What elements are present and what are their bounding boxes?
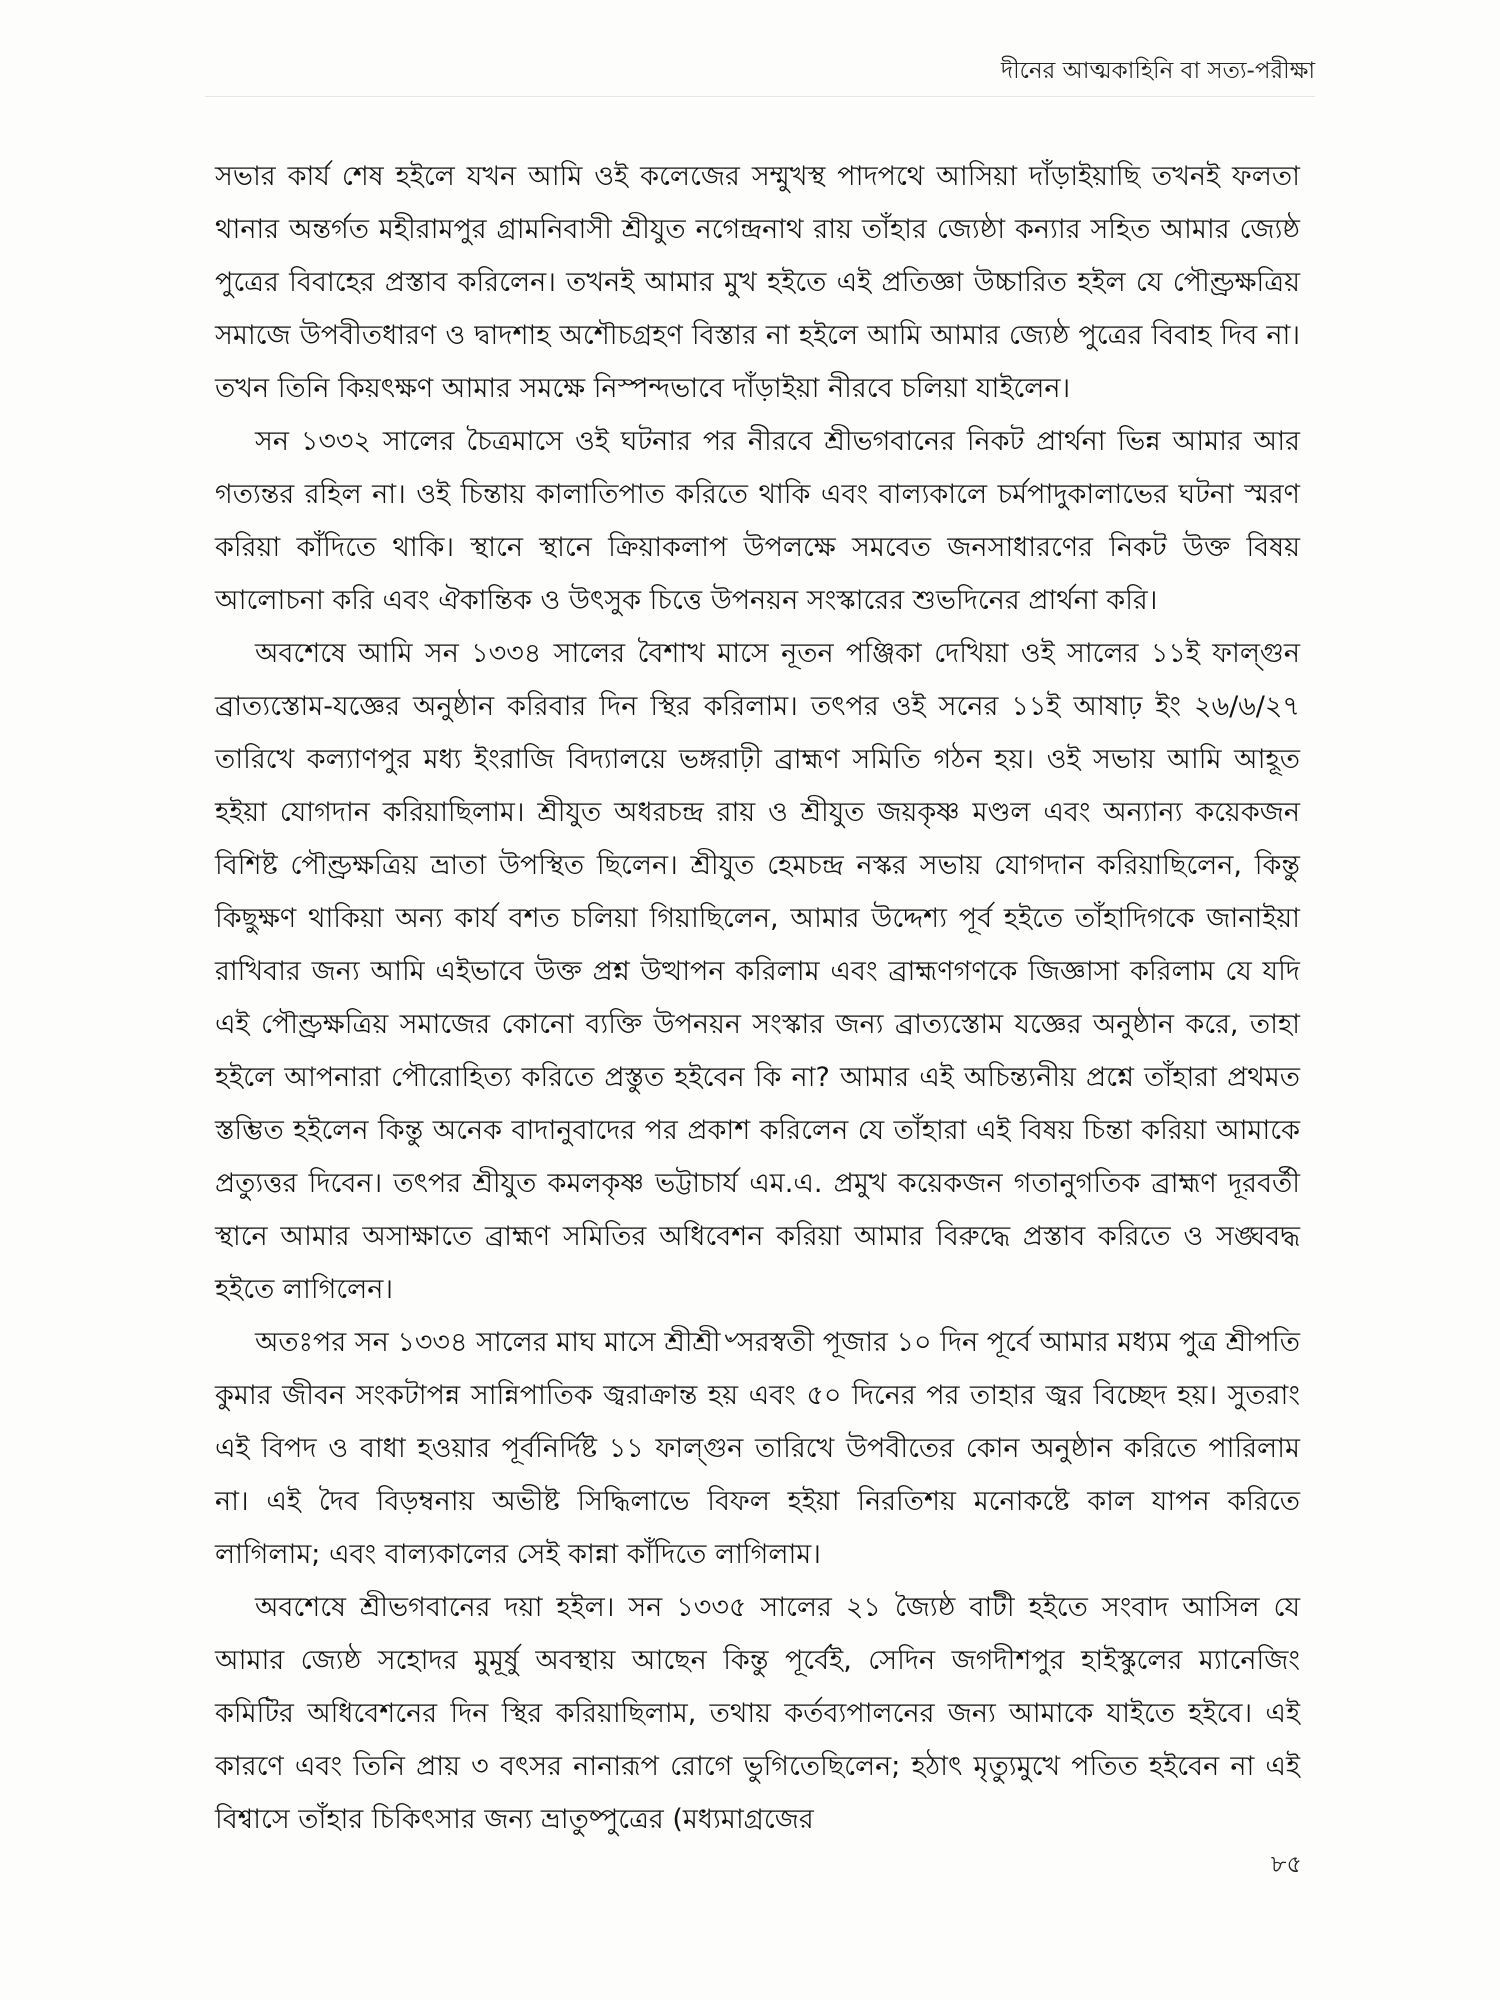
body-text [215,150,1300,1846]
page-number: ৮৫ [1270,1850,1302,1878]
paragraph: অবশেষে শ্রীভগবানের দয়া হইল। সন ১৩৩৫ সালের ২১ জ্যৈষ্ঠ বাটী হইতে সংবাদ আসিল যে আমার জ্যেষ্ঠ সহোদর মুমূর্ষু অবস্থায় আছেন কিন্তু পূর্বেই, সেদিন জগদীশপুর হাইস্কুলের ম্যানেজিং কমিটির অধিবেশনের দিন স্থির করিয়াছিলাম, তথায় কর্তব্যপালনের জন্য আমাকে যাইতে হইবে। এই কারণে এবং তিনি প্রায় ৩ বৎসর নানারূপ রোগে ভুগিতেছিলেন; হঠাৎ মৃত্যুমুখে পতিত হইবেন না এই বিশ্বাসে তাঁহার চিকিৎসার জন্য ভ্রাতুষ্পুত্রের (মধ্যমাগ্রজের [215,1592,1300,1835]
paragraph: সন ১৩৩২ সালের চৈত্রমাসে ওই ঘটনার পর নীরবে শ্রীভগবানের নিকট প্রার্থনা ভিন্ন আমার আর গত্যন্তর রহিল না। ওই চিন্তায় কালাতিপাত করিতে থাকি এবং বাল্যকালে চর্মপাদুকালাভের ঘটনা স্মরণ করিয়া কাঁদিতে থাকি। স্থানে স্থানে ক্রিয়াকলাপ উপলক্ষে সমবেত জনসাধারণের নিকট উক্ত বিষয় আলোচনা করি এবং ঐকান্তিক ও উৎসুক চিত্তে উপনয়ন সংস্কারের শুভদিনের প্রার্থনা করি। [215,426,1300,616]
running-header: দীনের আত্মকাহিনি বা সত্য-পরীক্ষা [1001,58,1315,84]
paragraph: অবশেষে আমি সন ১৩৩৪ সালের বৈশাখ মাসে নূতন পঞ্জিকা দেখিয়া ওই সালের ১১ই ফাল্গুন ব্রাত্যস্তোম-যজ্ঞের অনুষ্ঠান করিবার দিন স্থির করিলাম। তৎপর ওই সনের ১১ই আষাঢ় ইং ২৬/৬/২৭ তারিখে কল্যাণপুর মধ্য ইংরাজি বিদ্যালয়ে ভঙ্গরাঢ়ী ব্রাহ্মণ সমিতি গঠন হয়। ওই সভায় আমি আহূত হইয়া যোগদান করিয়াছিলাম। শ্রীযুত অধরচন্দ্র রায় ও শ্রীযুত জয়কৃষ্ণ মণ্ডল এবং অন্যান্য কয়েকজন বিশিষ্ট পৌণ্ড্রক্ষত্রিয় ভ্রাতা উপস্থিত ছিলেন। শ্রীযুত হেমচন্দ্র নস্কর সভায় যোগদান করিয়াছিলেন, কিন্তু কিছুক্ষণ থাকিয়া অন্য কার্য বশত চলিয়া গিয়াছিলেন, আমার উদ্দেশ্য পূর্ব হইতে তাঁহাদিগকে জানাইয়া রাখিবার জন্য আমি এইভাবে উক্ত প্রশ্ন উত্থাপন করিলাম এবং ব্রাহ্মণগণকে জিজ্ঞাসা করিলাম যে যদি এই পৌণ্ড্রক্ষত্রিয় সমাজের কোনো ব্যক্তি উপনয়ন সংস্কার জন্য ব্রাত্যস্তোম যজ্ঞের অনুষ্ঠান করে, তাহা হইলে আপনারা পৌরোহিত্য করিতে প্রস্তুত হইবেন কি না? আমার এই অচিন্ত্যনীয় প্রশ্নে তাঁহারা প্রথমত স্তম্ভিত হইলেন কিন্তু অনেক বাদানুবাদের পর প্রকাশ করিলেন যে তাঁহারা এই বিষয় চিন্তা করিয়া আমাকে প্রত্যুত্তর দিবেন। তৎপর শ্রীযুত কমলকৃষ্ণ ভট্টাচার্য এম.এ. প্রমুখ কয়েকজন গতানুগতিক ব্রাহ্মণ দূরবর্তী স্থানে আমার অসাক্ষাতে ব্রাহ্মণ সমিতির অধিবেশন করিয়া আমার বিরুদ্ধে প্রস্তাব করিতে ও সঙ্ঘবদ্ধ হইতে লাগিলেন। [215,638,1300,1305]
paragraph: অতঃপর সন ১৩৩৪ সালের মাঘ মাসে শ্রীশ্রী৺সরস্বতী পূজার ১০ দিন পূর্বে আমার মধ্যম পুত্র শ্রীপতি কুমার জীবন সংকটাপন্ন সান্নিপাতিক জ্বরাক্রান্ত হয় এবং ৫০ দিনের পর তাহার জ্বর বিচ্ছেদ হয়। সুতরাং এই বিপদ ও বাধা হওয়ার পূর্বনির্দিষ্ট ১১ ফাল্গুন তারিখে উপবীতের কোন অনুষ্ঠান করিতে পারিলাম না। এই দৈব বিড়ম্বনায় অভীষ্ট সিদ্ধিলাভে বিফল হইয়া নিরতিশয় মনোকষ্টে কাল যাপন করিতে লাগিলাম; এবং বাল্যকালের সেই কান্না কাঁদিতে লাগিলাম। [215,1327,1300,1570]
paragraph: সভার কার্য শেষ হইলে যখন আমি ওই কলেজের সম্মুখস্থ পাদপথে আসিয়া দাঁড়াইয়াছি তখনই ফলতা থানার অন্তর্গত মহীরামপুর গ্রামনিবাসী শ্রীযুত নগেন্দ্রনাথ রায় তাঁহার জ্যেষ্ঠা কন্যার সহিত আমার জ্যেষ্ঠ পুত্রের বিবাহের প্রস্তাব করিলেন। তখনই আমার মুখ হইতে এই প্রতিজ্ঞা উচ্চারিত হইল যে পৌণ্ড্রক্ষত্রিয় সমাজে উপবীতধারণ ও দ্বাদশাহ অশৌচগ্রহণ বিস্তার না হইলে আমি আমার জ্যেষ্ঠ পুত্রের বিবাহ দিব না। তখন তিনি কিয়ৎক্ষণ আমার সমক্ষে নিস্পন্দভাবে দাঁড়াইয়া নীরবে চলিয়া যাইলেন। [215,161,1300,404]
header-divider [205,96,1315,97]
